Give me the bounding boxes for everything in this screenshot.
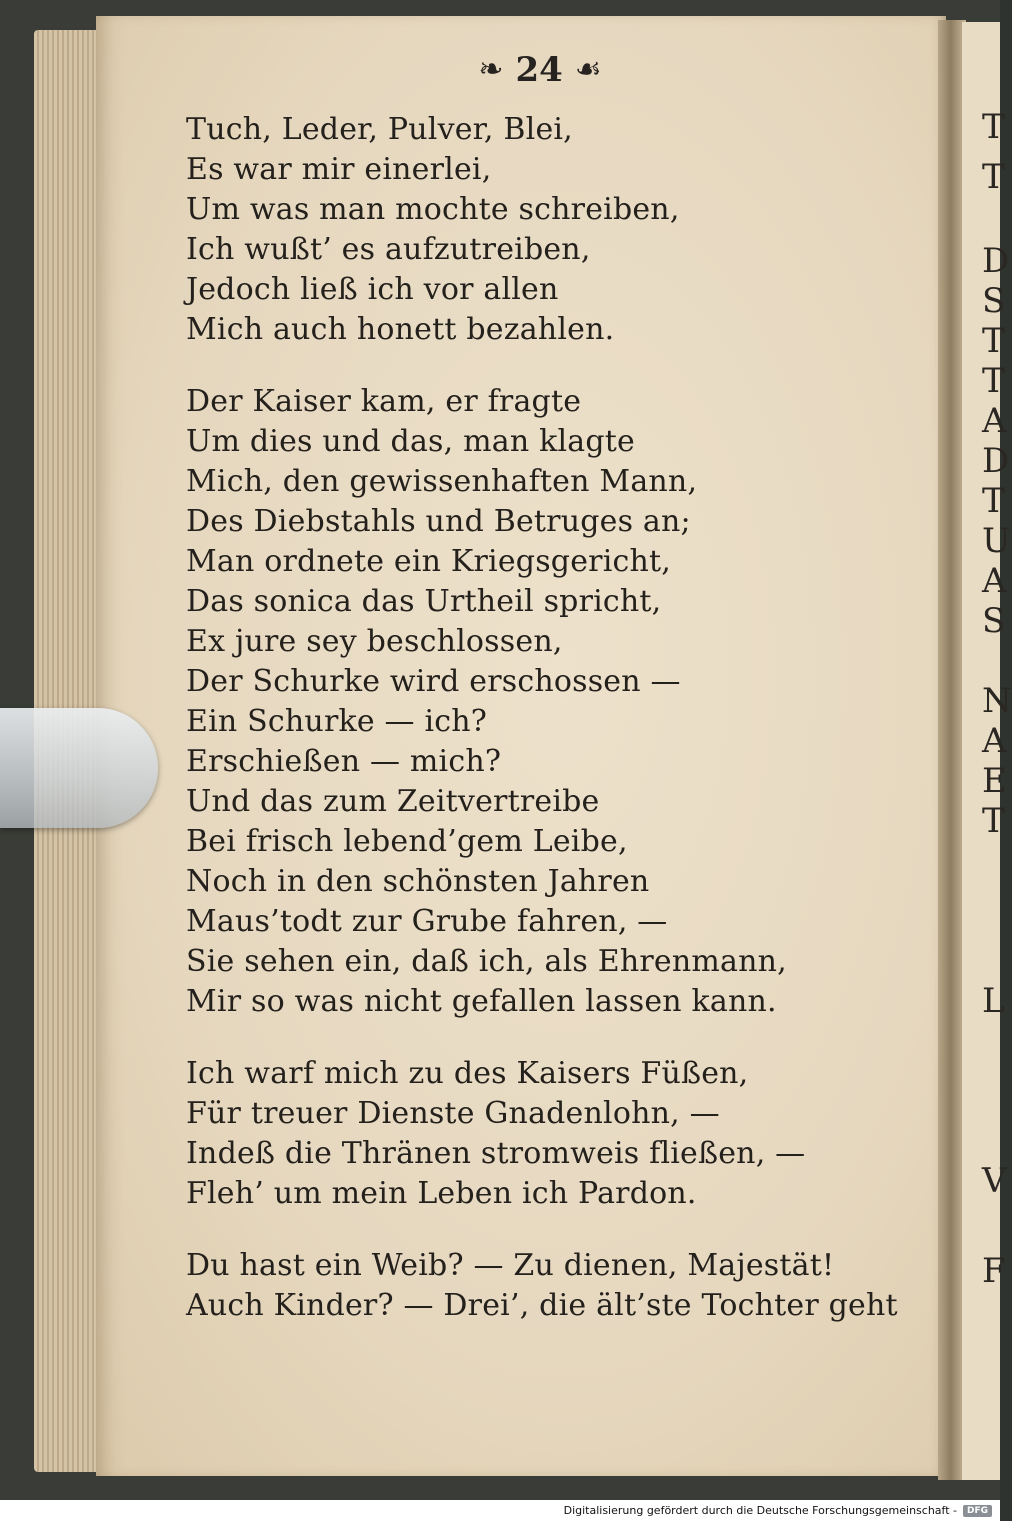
verse-line: Ein Schurke — ich?: [186, 704, 488, 739]
facing-page-letter: T: [982, 361, 1005, 401]
plastic-page-clip: [0, 708, 158, 828]
verse-line: Tuch, Leder, Pulver, Blei,: [186, 112, 573, 147]
facing-page-letter: V: [982, 1161, 1007, 1201]
facing-page-letter: A: [982, 561, 1007, 601]
verse-line: Noch in den schönsten Jahren: [186, 864, 650, 899]
footer-bar: [0, 1500, 1000, 1521]
verse-line: Des Diebstahls und Betruges an;: [186, 504, 691, 539]
facing-page-letter: E: [982, 761, 1007, 801]
verse-line: Sie sehen ein, daß ich, als Ehrenmann,: [186, 944, 787, 979]
verse-line: Ex jure sey beschlossen,: [186, 624, 563, 659]
verse-line: Ich wußt’ es aufzutreiben,: [186, 232, 591, 267]
verse-line: Der Schurke wird erschossen —: [186, 664, 681, 699]
facing-page-letter: S: [982, 281, 1006, 321]
facing-page-edge: [962, 22, 1012, 1480]
poem-text: [186, 110, 906, 1358]
verse-line: Es war mir einerlei,: [186, 152, 492, 187]
verse-line: Maus’todt zur Grube fahren, —: [186, 904, 668, 939]
verse-line: Um was man mochte schreiben,: [186, 192, 680, 227]
facing-page-letter: U: [982, 521, 1011, 561]
funding-credit: Digitalisierung gefördert durch die Deutsche Forschungsgemeinschaft -: [563, 1504, 957, 1517]
facing-page-letter: D: [982, 241, 1010, 281]
stanza: [186, 110, 906, 350]
verse-line: Für treuer Dienste Gnadenlohn, —: [186, 1096, 720, 1131]
facing-page-letter: T: [982, 801, 1005, 841]
facing-page-letter: A: [982, 401, 1007, 441]
verse-line: Indeß die Thränen stromweis fließen, —: [186, 1136, 806, 1171]
stanza: [186, 382, 906, 1022]
verse-line: Fleh’ um mein Leben ich Pardon.: [186, 1176, 697, 1211]
verse-line: Erschießen — mich?: [186, 744, 502, 779]
facing-page-letter: N: [982, 681, 1012, 721]
facing-page-letter: L: [982, 981, 1005, 1021]
verse-line: Ich warf mich zu des Kaisers Füßen,: [186, 1056, 749, 1091]
ornament-left-icon: ❧: [478, 52, 504, 87]
facing-page-letter: T: [982, 157, 1005, 197]
verse-line: Man ordnete ein Kriegsgericht,: [186, 544, 672, 579]
facing-page-letter: T: [982, 321, 1005, 361]
verse-line: Mich, den gewissenhaften Mann,: [186, 464, 698, 499]
stanza: [186, 1054, 906, 1214]
verse-line: Bei frisch lebend’gem Leibe,: [186, 824, 628, 859]
facing-page-letter: A: [982, 721, 1007, 761]
verse-line: Um dies und das, man klagte: [186, 424, 635, 459]
verse-line: Auch Kinder? — Drei’, die ält’ste Tochter geht: [186, 1288, 898, 1323]
facing-page-letter: T: [982, 481, 1005, 521]
page-number: 24: [515, 50, 563, 90]
ornament-right-icon: ☙: [574, 52, 602, 87]
verse-line: Der Kaiser kam, er fragte: [186, 384, 582, 419]
stanza: [186, 1246, 906, 1326]
dfg-logo: DFG: [963, 1505, 992, 1517]
verse-line: Jedoch ließ ich vor allen: [186, 272, 559, 307]
verse-line: Und das zum Zeitvertreibe: [186, 784, 600, 819]
verse-line: Du hast ein Weib? — Zu dienen, Majestät!: [186, 1248, 835, 1283]
facing-page-letter: D: [982, 441, 1010, 481]
verse-line: Mich auch honett bezahlen.: [186, 312, 615, 347]
facing-page-letter: S: [982, 601, 1006, 641]
facing-page-letter: F: [982, 1251, 1006, 1291]
verse-line: Das sonica das Urtheil spricht,: [186, 584, 662, 619]
facing-page-letter: T: [982, 107, 1005, 147]
page-header: [450, 48, 630, 92]
verse-line: Mir so was nicht gefallen lassen kann.: [186, 984, 777, 1019]
